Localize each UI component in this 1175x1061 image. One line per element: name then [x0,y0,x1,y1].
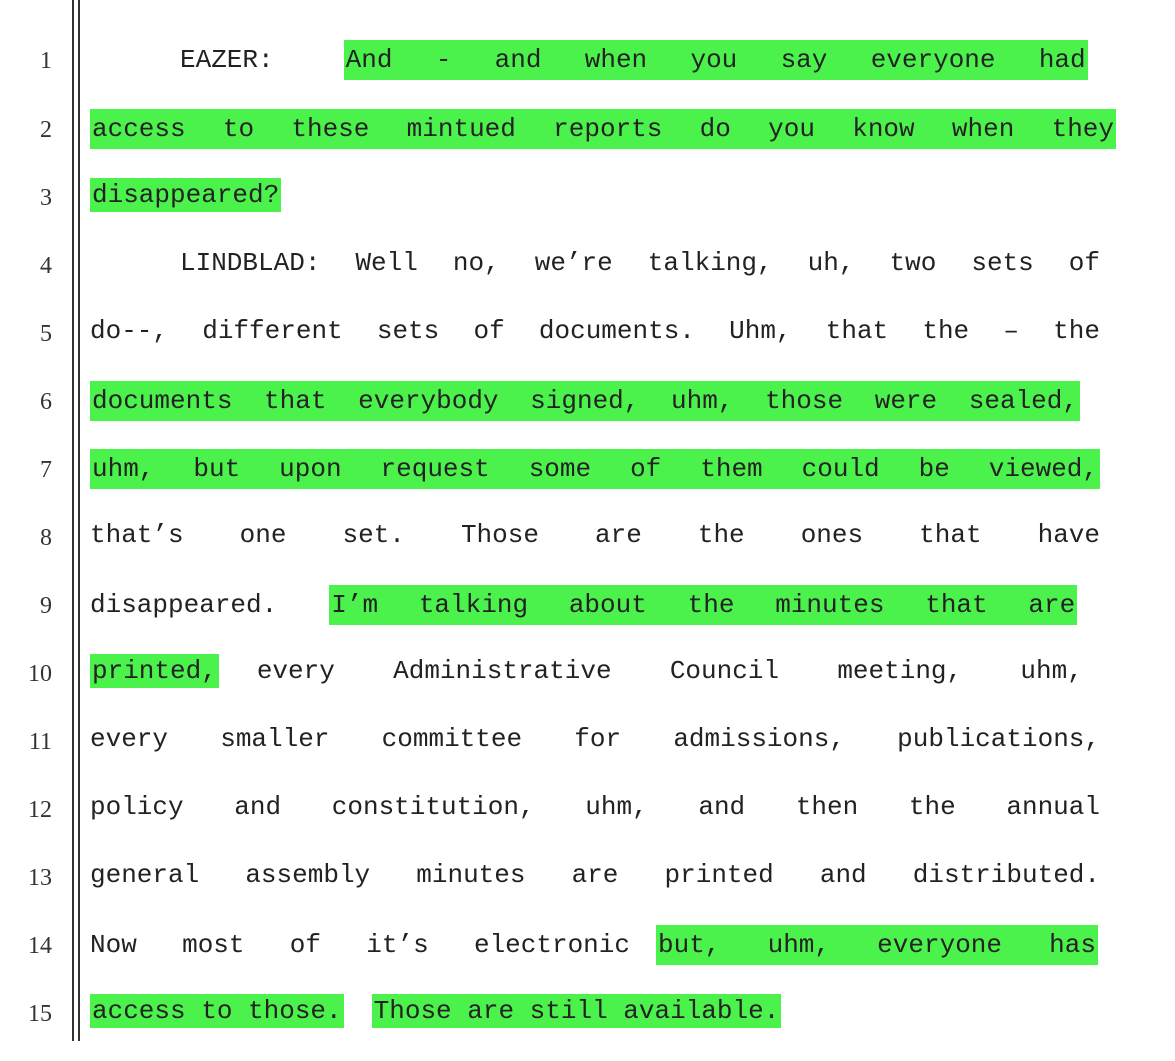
line-number: 9 [40,593,52,619]
line-text: general assembly minutes are printed and distributed. [90,860,1100,890]
highlighted-text: documents that everybody signed, uhm, those were sealed, [90,381,1080,421]
highlighted-text: I’m talking about the minutes that are [329,585,1077,625]
transcript-line [0,721,1175,789]
highlighted-text: access to these mintued reports do you know when they [90,109,1116,149]
line-text [180,40,1100,76]
transcript-line [0,449,1175,517]
line-number: 13 [28,865,52,891]
highlighted-text: Those are still available. [373,996,780,1026]
transcript-line [0,925,1175,993]
line-number: 15 [28,1001,52,1027]
highlighted-text: printed, [92,656,217,686]
highlighted-text: but, uhm, everyone has [656,925,1098,965]
line-text [90,449,1100,485]
highlighted-text: disappeared? [92,180,280,210]
line-number: 1 [40,48,52,74]
plain-text: Now most of it’s electronic [90,930,630,960]
line-text: policy and constitution, uhm, and then the annual [90,792,1100,822]
line-text: LINDBLAD: Well no, we’re talking, uh, two sets of [180,248,1100,278]
line-number: 4 [40,253,52,279]
transcript-line [0,517,1175,585]
line-number: 6 [40,389,52,415]
line-text: do--, different sets of documents. Uhm, that the – the [90,316,1100,346]
highlighted-text: access to those. [92,996,342,1026]
line-number: 12 [28,797,52,823]
line-text [90,109,1114,145]
transcript-line [0,789,1175,857]
line-text [90,993,1100,1029]
highlighted-text: And - and when you say everyone had [344,40,1088,80]
line-number: 10 [28,661,52,687]
line-number: 2 [40,117,52,143]
line-number: 14 [28,933,52,959]
transcript-line [0,857,1175,925]
speaker-label: EAZER: [180,45,274,75]
transcript-line [0,109,1175,177]
transcript-line [0,585,1175,653]
line-number: 7 [40,457,52,483]
line-text [90,177,1100,213]
line-text: every smaller committee for admissions, publications, [90,724,1100,754]
line-text [90,381,1100,417]
transcript-line [0,993,1175,1061]
transcript-line [0,381,1175,449]
line-text [90,925,1100,961]
transcript-line [0,177,1175,245]
transcript-line [0,313,1175,381]
highlighted-text: uhm, but upon request some of them could be viewed, [90,449,1100,489]
line-number: 11 [28,729,52,755]
plain-text: disappeared. [90,590,278,620]
plain-text: every Administrative Council meeting, uhm, [256,656,1083,686]
transcript-line [0,653,1175,721]
line-text [90,653,1100,689]
line-text [90,585,1100,621]
line-number: 5 [40,321,52,347]
line-number: 3 [40,185,52,211]
line-number: 8 [40,525,52,551]
line-text: that’s one set. Those are the ones that have [90,520,1100,550]
transcript-line [0,40,1175,108]
transcript-line [0,245,1175,313]
